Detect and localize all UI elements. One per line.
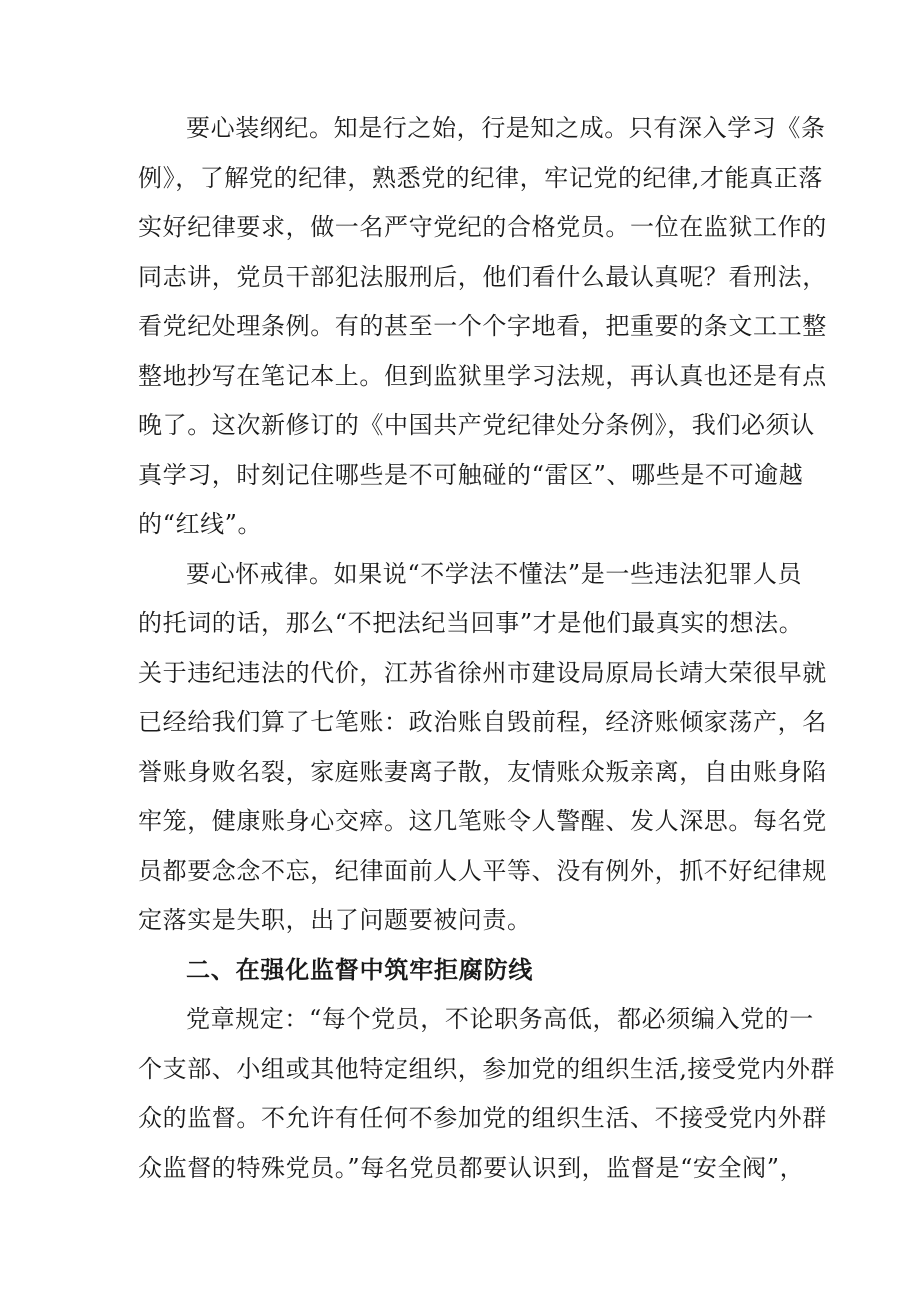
paragraph-3-line-2: 个支部、小组或其他特定组织，参加党的组织生活,接受党内外群: [138, 1055, 836, 1083]
paragraph-2-line-1: 要心怀戒律。如果说“不学法不懂法”是一些违法犯罪人员: [186, 560, 803, 588]
section-heading: 二、在强化监督中筑牢拒腐防线: [186, 956, 534, 984]
paragraph-1-line-4: 同志讲，党员干部犯法服刑后，他们看什么最认真呢？看刑法，: [138, 263, 827, 291]
paragraph-2-line-3: 关于违纪违法的代价，江苏省徐州市建设局原局长靖大荣很早就: [138, 659, 827, 687]
paragraph-2-line-6: 牢笼，健康账身心交瘁。这几笔账令人警醒、发人深思。每名党: [138, 807, 827, 835]
paragraph-2-line-8: 定落实是失职，出了问题要被问责。: [138, 906, 532, 934]
paragraph-3-line-4: 众监督的特殊党员。”每名党员都要认识到，监督是“安全阀”，: [138, 1154, 805, 1182]
paragraph-1-line-2: 例》，了解党的纪律，熟悉党的纪律，牢记党的纪律,才能真正落: [138, 164, 824, 192]
paragraph-2-line-2: 的托词的话，那么“不把法纪当回事”才是他们最真实的想法。: [138, 609, 804, 637]
paragraph-1-line-6: 整地抄写在笔记本上。但到监狱里学习法规，再认真也还是有点: [138, 362, 827, 390]
paragraph-2-line-4: 已经给我们算了七笔账：政治账自毁前程，经济账倾家荡产，名: [138, 708, 827, 736]
paragraph-2-line-7: 员都要念念不忘，纪律面前人人平等、没有例外，抓不好纪律规: [138, 857, 827, 885]
paragraph-1-line-9: 的“红线”。: [138, 510, 263, 538]
paragraph-1-line-1: 要心装纲纪。知是行之始，行是知之成。只有深入学习《条: [186, 114, 826, 142]
paragraph-1-line-8: 真学习，时刻记住哪些是不可触碰的“雷区”、哪些是不可逾越: [138, 461, 804, 489]
paragraph-1-line-5: 看党纪处理条例。有的甚至一个个字地看，把重要的条文工工整: [138, 312, 827, 340]
paragraph-1-line-7: 晚了。这次新修订的《中国共产党纪律处分条例》，我们必须认: [138, 411, 815, 439]
paragraph-3-line-1: 党章规定：“每个党员，不论职务高低，都必须编入党的一: [186, 1005, 814, 1033]
paragraph-2-line-5: 誉账身败名裂，家庭账妻离子散，友情账众叛亲离，自由账身陷: [138, 758, 827, 786]
paragraph-1-line-3: 实好纪律要求，做一名严守党纪的合格党员。一位在监狱工作的: [138, 213, 827, 241]
paragraph-3-line-3: 众的监督。不允许有任何不参加党的组织生活、不接受党内外群: [138, 1104, 827, 1132]
